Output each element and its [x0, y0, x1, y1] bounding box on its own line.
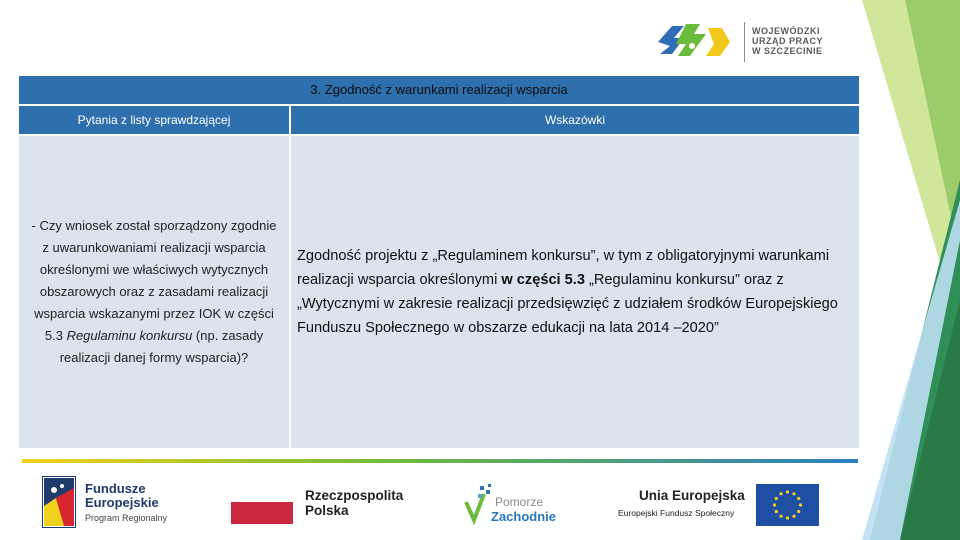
- fundusze-europejskie-text: [85, 482, 159, 510]
- footer-color-bar: [22, 459, 858, 463]
- fe-line-2: Europejskie: [85, 495, 159, 510]
- wup-line-1: WOJEWÓDZKI: [752, 26, 820, 36]
- table-title: 3. Zgodność z warunkami realizacji wsparcia: [310, 82, 568, 97]
- question-cell: [19, 136, 289, 448]
- pl-line-2: Polska: [305, 503, 349, 518]
- table-header-row: [19, 106, 859, 134]
- polish-flag-icon: [231, 480, 293, 524]
- col-guidance-header: Wskazówki: [291, 106, 859, 134]
- zachodnie-text: Zachodnie: [491, 509, 557, 524]
- guidance-bold: w części 5.3: [501, 272, 585, 288]
- col-questions-header: Pytania z listy sprawdzającej: [19, 106, 289, 134]
- table-row: [19, 136, 859, 448]
- logo-divider: [744, 22, 745, 62]
- guidance-part-b: „Regulaminu konkursu” oraz z „Wytycznymi w zakresie realizacji przedsięwzięć z udziałem środków Europejskiego Funduszu Społecznego w obszarze edukacji na lata 2014 –2020”: [297, 272, 838, 336]
- guidance-cell: [291, 136, 859, 448]
- fundusze-europejskie-icon: [42, 476, 76, 528]
- program-regionalny-text: Program Regionalny: [85, 513, 168, 523]
- guidance-text: [297, 244, 853, 340]
- efs-text: Europejski Fundusz Społeczny: [618, 508, 735, 518]
- wup-logo-text: [752, 26, 823, 56]
- eu-flag-icon: [756, 484, 819, 526]
- wup-line-3: W SZCZECINIE: [752, 46, 823, 56]
- guidance-part-a: Zgodność projektu z „Regulaminem konkursu”, w tym z obligatoryjnymi warunkami realizacji wsparcia określonymi: [297, 248, 830, 288]
- checklist-table: [19, 76, 859, 448]
- rzeczpospolita-polska-text: [305, 488, 403, 518]
- wup-line-2: URZĄD PRACY: [752, 36, 824, 46]
- question-text: [31, 215, 277, 369]
- fe-line-1: Fundusze: [85, 481, 146, 496]
- unia-europejska-text: Unia Europejska: [639, 488, 745, 503]
- question-part-b: (np. zasady realizacji danej formy wsparcia)?: [59, 328, 264, 365]
- question-part-a: - Czy wniosek został sporządzony zgodnie z uwarunkowaniami realizacji wsparcia określonymi we właściwych wytycznych obszarowych oraz z zasadami realizacji wsparcia wskazanymi przez IOK w części 5.3: [31, 218, 277, 343]
- table-title-row: [19, 76, 859, 104]
- pl-line-1: Rzeczpospolita: [305, 488, 404, 503]
- pomorze-text: Pomorze: [495, 495, 544, 509]
- question-italic: Regulaminu konkursu: [66, 328, 193, 343]
